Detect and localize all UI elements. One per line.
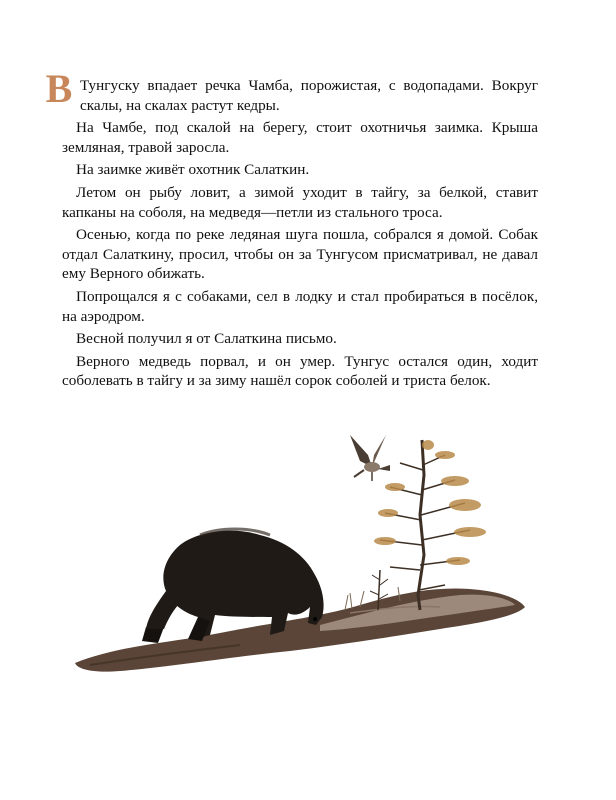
- paragraph-1: [45, 66, 538, 115]
- bear-illustration: [60, 395, 540, 695]
- drop-cap-letter: В: [45, 66, 73, 111]
- paragraph-8: Верного медведь порвал, и он умер. Тунгус остался один, ходит соболевать в тайгу и за зиму нашёл сорок соболей и триста белок.: [62, 352, 538, 390]
- paragraph-2: На Чамбе, под скалой на берегу, стоит охотничья заимка. Крыша земляная, травой заросла.: [62, 119, 538, 156]
- story-text: [45, 66, 538, 394]
- paragraph-1-text: Тунгуску впадает речка Чамба, порожистая, с водопадами. Вокруг скалы, на скалах растут кедры.: [80, 77, 538, 114]
- paragraph-5: Осенью, когда по реке ледяная шуга пошла, собрался я домой. Собак отдал Салаткину, просил, чтобы он за Тунгусом присматривал, не давал ему Верного обижать.: [62, 226, 538, 283]
- bird: [350, 435, 390, 481]
- paragraph-7: Весной получил я от Салаткина письмо.: [76, 330, 337, 348]
- paragraph-4: Летом он рыбу ловит, а зимой уходит в тайгу, за белкой, ставит капканы на соболя, на медведя—петли из стального троса.: [62, 183, 538, 221]
- paragraph-3: На заимке живёт охотник Салаткин.: [76, 161, 310, 179]
- paragraph-6: Попрощался я с собаками, сел в лодку и стал пробираться в посёлок, на аэродром.: [62, 287, 538, 325]
